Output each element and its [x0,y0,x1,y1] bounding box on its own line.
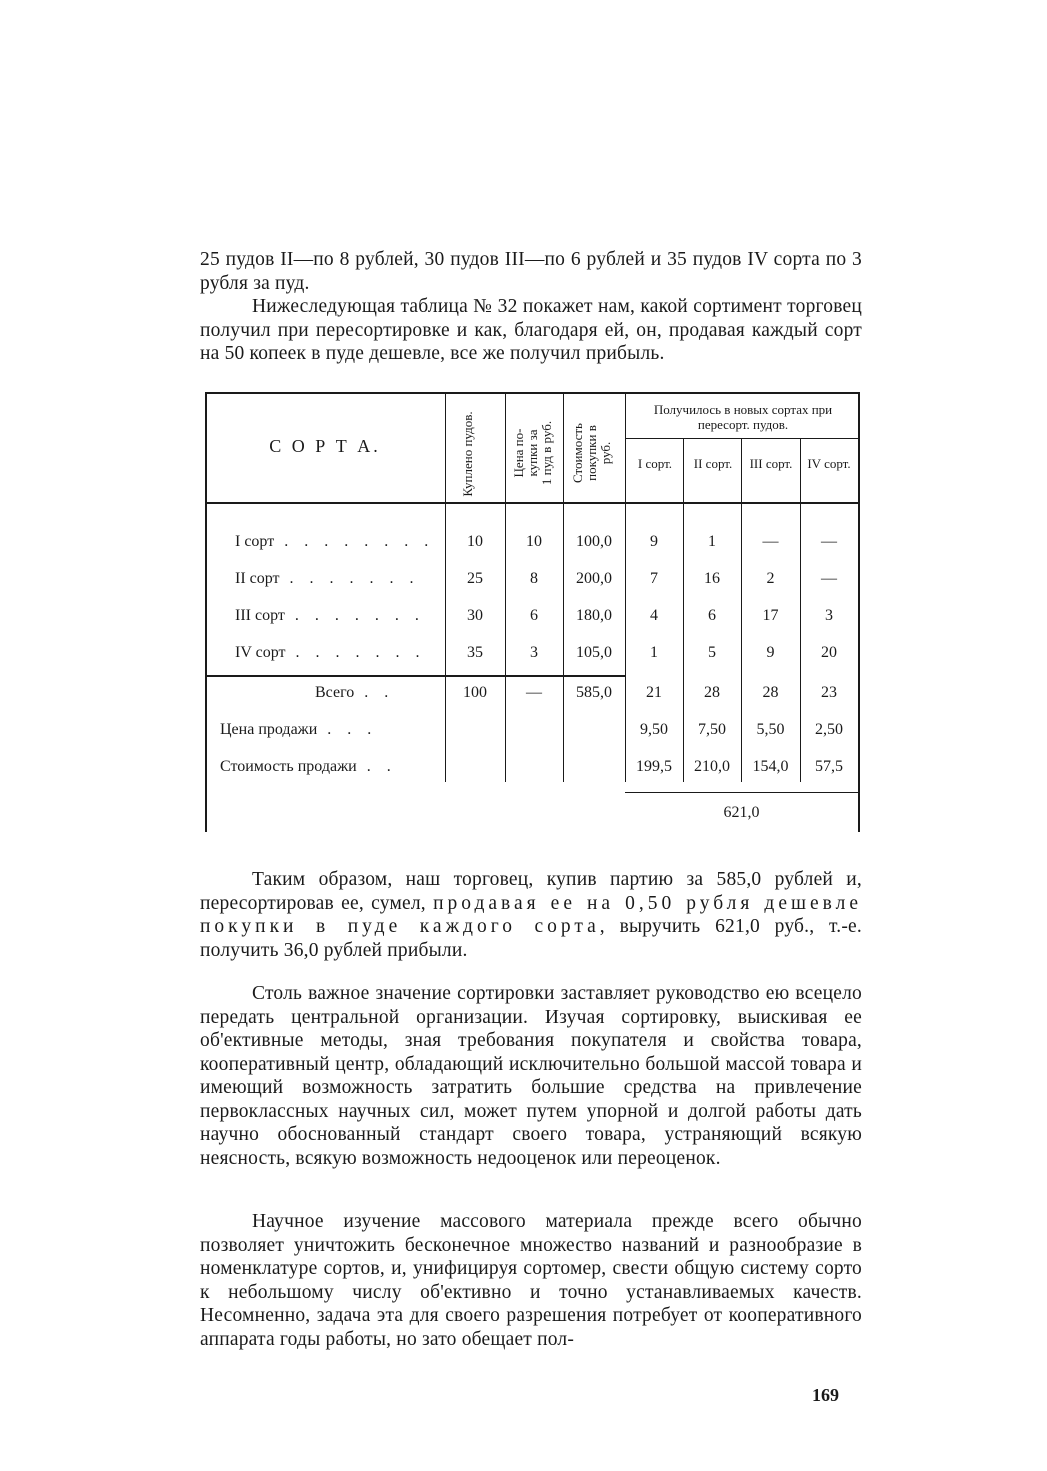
table-total-n3: 28 [762,684,779,701]
row-label-total-leader: . . [354,684,395,701]
row-label-1 [235,533,434,551]
table-row-4-n3: 9 [766,644,775,661]
table-row-4-cost: 105,0 [576,644,612,661]
table-row-2-cost: 200,0 [576,570,612,587]
paragraph-4: Столь важное значение сортировки заставляет руководство ею всецело передать центральной организации. Изучая сортировку, выискивая ее об'ективные методы, зная требования покупателя и свойства товара, кооперативный центр, обладающий исключительно большой массой товара и имеющий возможность затратить большие средства на привлечение первоклассных научных сил, может путем упорной и долгой работы дать научно обоснованный стандарт своего товара, устраняющий всякую неясность, всякую возможность недооценок или переоценок. [200,983,862,1169]
table-sale-price-n1: 9,50 [640,721,668,738]
row-label-2 [235,570,420,588]
table-sale-value-n3: 154,0 [752,758,789,775]
row-label-3-text: III сорт [235,607,285,624]
table-row-1-n2: 1 [708,533,716,550]
header-price-line-2: купки за [525,429,540,477]
table-sale-price-n2: 7,50 [698,721,726,738]
header-price-line-1: Цена по- [511,428,526,478]
table-total-cost: 585,0 [576,684,612,701]
header-new-2: II сорт. [693,456,733,471]
row-label-2-text: II сорт [235,570,280,587]
table-row-3-n3: 17 [762,607,779,624]
paragraph-3 [200,868,862,962]
table-row-2-n3: 2 [766,570,775,587]
paragraph-1: 25 пудов II—по 8 рублей, 30 пудов III—по 6 рублей и 35 пудов IV сорта по 3 рубля за пуд. [200,249,862,294]
paragraph-3-start: Таким образом, наш торговец, купив партию за 585,0 рублей и, пересортировав ее, сумел, [200,869,862,914]
table-sale-value-n4: 57,5 [815,758,843,775]
paragraph-3-spaced: продавая ее на 0,50 рубля дешевле покупки в пуде каждого сорта [200,892,862,937]
header-new-4: IV сорт. [807,456,851,471]
table-left-border [205,392,207,832]
assortment-table [205,392,860,832]
table-row-2-n1: 7 [650,570,658,587]
header-cost-line-3: руб. [598,441,613,465]
table-sale-value-n1: 199,5 [636,758,672,775]
row-label-sale-value-leader: . . [356,758,397,775]
row-label-sale-value-text: Стоимость продажи [220,758,357,775]
paragraph-3-end: , выручить 621,0 руб., т.-е. получить 36,0 рублей прибыли. [200,916,862,961]
table-row-4-n2: 5 [708,644,716,661]
table-row-4-price: 3 [530,644,538,661]
row-label-4 [235,644,425,662]
table-row-3-n1: 4 [650,607,658,624]
table-row-4-bought: 35 [467,644,483,661]
header-cost-line-2: покупки в [584,425,599,481]
header-bought: Куплено пудов. [460,411,475,497]
table-total-n1: 21 [646,684,662,701]
total-divider [205,675,625,677]
new-sorts-divider [625,438,860,439]
row-label-sale-price [220,721,377,739]
header-cost-line-1: Стоимость [570,423,585,483]
header-price [512,403,558,503]
table-row-1-bought: 10 [467,533,483,550]
header-sorts: С О Р Т А. [269,436,381,456]
page-number: 169 [812,1385,839,1405]
row-label-1-text: I сорт [235,533,275,550]
table-grand-total: 621,0 [723,804,760,821]
table-row-2-price: 8 [530,570,538,587]
row-label-sale-value [220,758,397,776]
row-label-4-leader: . . . . . . . [285,644,426,661]
header-cost [571,403,617,503]
header-price-line-3: 1 пуд в руб. [539,420,554,486]
row-label-3 [235,607,425,625]
table-row-4-n1: 1 [650,644,658,661]
row-label-1-leader: . . . . . . . . [274,533,435,550]
row-label-4-text: IV сорт [235,644,286,661]
table-row-3-cost: 180,0 [576,607,612,624]
table-sale-value-n2: 210,0 [694,758,730,775]
row-label-sale-price-text: Цена продажи [220,721,318,738]
row-label-total-text: Всего [315,684,355,701]
table-row-4-n4: 20 [821,644,837,661]
table-right-border [858,392,860,832]
row-label-2-leader: . . . . . . . [279,570,420,587]
header-new-1: I сорт. [637,456,673,471]
table-sale-price-n4: 2,50 [815,721,843,738]
table-row-1-n3: — [762,533,779,550]
table-sale-price-n3: 5,50 [756,721,785,738]
row-label-total [315,684,394,702]
table-row-1-n1: 9 [650,533,658,550]
table-row-2-n2: 16 [704,570,720,587]
header-new-3: III сорт. [749,456,793,471]
table-row-3-price: 6 [530,607,538,624]
table-total-bought: 100 [463,684,487,701]
table-top-border [205,392,860,394]
table-total-price: — [526,684,542,701]
grand-total-line [625,792,860,793]
table-row-3-n4: 3 [825,607,833,624]
row-label-3-leader: . . . . . . . [284,607,425,624]
table-row-1-cost: 100,0 [576,533,612,550]
row-label-sale-price-leader: . . . [317,721,378,738]
table-row-2-bought: 25 [467,570,483,587]
table-row-1-n4: — [821,533,837,550]
table-total-n2: 28 [704,684,720,701]
table-row-1-price: 10 [526,533,542,550]
table-total-n4: 23 [821,684,837,701]
table-row-3-n2: 6 [708,607,716,624]
table-row-2-n4: — [821,570,837,587]
paragraph-5: Научное изучение массового материала прежде всего обычно позволяет уничтожить бесконечное множество названий и разнообразие в номенклатуре сортов, и, унифицируя сортомер, свести общую систему сорто к небольшому числу об'ективно и точно устанавливаемых качеств. Несомненно, задача эта для своего разрешения потребует от кооперативного аппарата годы работы, но зато обещает пол- [200,1211,862,1350]
paragraph-2: Нижеследующая таблица № 32 покажет нам, какой сортимент торговец получил при пересортировке и как, благодаря ей, он, продавая каждый сорт на 50 копеек в пуде дешевле, все же получил прибыль. [200,296,862,364]
header-new-sorts: Получилось в новых сортах при пересорт. пудов. [653,402,833,432]
table-row-3-bought: 30 [467,607,483,624]
